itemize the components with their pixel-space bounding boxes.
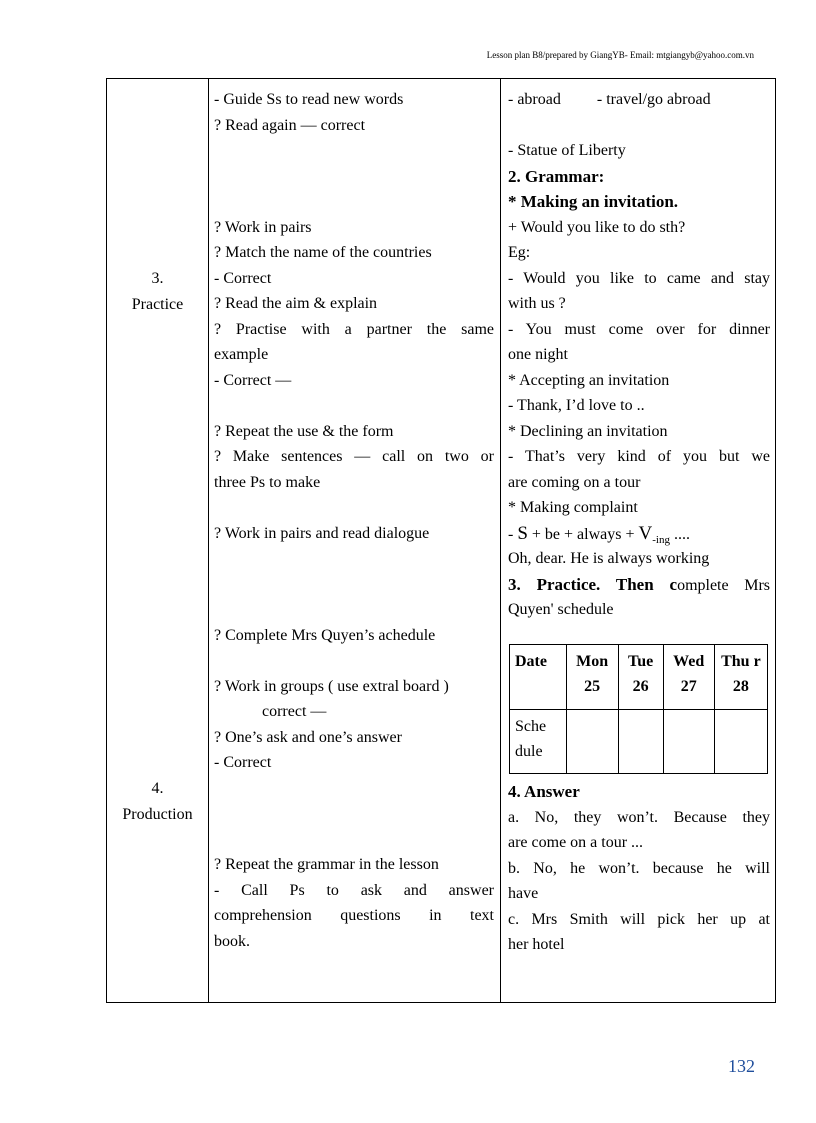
content-line: with us ? xyxy=(508,295,566,312)
activity-line: ? Read the aim & explain xyxy=(214,295,378,312)
schedule-header: Wed 27 xyxy=(663,645,714,710)
activity-line: ? Match the name of the countries xyxy=(214,244,432,261)
stage-label: Production xyxy=(122,805,193,823)
column-divider xyxy=(500,79,501,1002)
content-line: - That’s very kind of you but we xyxy=(508,448,770,465)
schedule-cell xyxy=(566,709,618,774)
answer-heading: 4. Answer xyxy=(508,782,580,801)
teacher-activities xyxy=(214,87,494,954)
stage-production xyxy=(107,776,208,827)
stage-label: Practice xyxy=(131,295,184,313)
activity-line: ? Work in groups ( use extral board ) xyxy=(214,677,449,695)
activity-line: ? Repeat the use & the form xyxy=(214,422,394,440)
activity-line: comprehension questions in text xyxy=(214,907,494,924)
vocab-line xyxy=(508,87,770,113)
activity-line: ? Work in pairs xyxy=(214,218,312,236)
activity-line: - Guide Ss to read new words xyxy=(214,91,404,108)
column-divider xyxy=(208,79,209,1002)
activity-line: ? One’s ask and one’s answer xyxy=(214,728,402,746)
content-line: * Accepting an invitation xyxy=(508,371,670,389)
answers xyxy=(508,779,770,958)
practice-bold: 3. Practice. Then c xyxy=(508,574,678,594)
content-line: - You must come over for dinner xyxy=(508,320,770,338)
content-line: Quyen' schedule xyxy=(508,601,614,618)
activity-line: ? Read again — correct xyxy=(214,116,366,134)
schedule-cell xyxy=(618,709,663,774)
content-line: - Thank, I’d love to .. xyxy=(508,397,645,414)
activity-line: - Correct xyxy=(214,269,272,287)
content-line: Oh, dear. He is always working xyxy=(508,550,710,567)
stage-practice xyxy=(107,266,208,317)
activity-line: - Correct — xyxy=(214,371,292,389)
page-number: 132 xyxy=(728,1056,755,1076)
schedule-header: Date xyxy=(510,645,567,710)
answer-line: her hotel xyxy=(508,936,565,953)
formula-middle: + be + always + xyxy=(527,525,639,543)
activity-line: - Call Ps to ask and answer xyxy=(214,881,494,899)
lesson-content xyxy=(508,87,770,623)
answer-line: b. No, he won’t. because he will xyxy=(508,859,770,877)
schedule-table xyxy=(509,644,768,774)
vocab-statue: - Statue of Liberty xyxy=(508,142,626,159)
invitation-heading: * Making an invitation. xyxy=(508,192,679,211)
content-line: are coming on a tour xyxy=(508,473,641,491)
content-line: - Would you like to came and stay xyxy=(508,269,770,287)
vocab-abroad: - abroad xyxy=(508,91,561,108)
answer-line: are come on a tour ... xyxy=(508,834,644,851)
content-line: * Declining an invitation xyxy=(508,422,668,440)
activity-line: book. xyxy=(214,932,250,950)
activity-line: ? Repeat the grammar in the lesson xyxy=(214,856,439,873)
schedule-header: Tue 26 xyxy=(618,645,663,710)
page-header: Lesson plan B8/prepared by GiangYB- Email: mtgiangyb@yahoo.com.vn xyxy=(486,50,754,60)
vocab-travel: - travel/go abroad xyxy=(596,91,711,108)
activity-line: three Ps to make xyxy=(214,473,321,491)
schedule-header: Mon 25 xyxy=(566,645,618,710)
schedule-cell xyxy=(714,709,767,774)
activity-line: correct — xyxy=(262,703,327,720)
schedule-header: Thu r 28 xyxy=(714,645,767,710)
activity-line: ? Practise with a partner the same xyxy=(214,320,494,338)
stage-number: 4. xyxy=(151,780,164,797)
practice-rest: omplete Mrs xyxy=(677,576,770,594)
activity-line: ? Make sentences — call on two or xyxy=(214,448,494,465)
activity-line: ? Complete Mrs Quyen’s achedule xyxy=(214,626,436,644)
formula-ing: -ing xyxy=(652,533,670,546)
answer-line: have xyxy=(508,885,539,902)
content-line: + Would you like to do sth? xyxy=(508,218,686,236)
activity-line: ? Work in pairs and read dialogue xyxy=(214,524,430,542)
lesson-table xyxy=(106,78,776,1003)
grammar-heading: 2. Grammar: xyxy=(508,166,605,186)
content-line: one night xyxy=(508,346,568,363)
schedule-row-label: Sche dule xyxy=(510,709,567,774)
practice-heading xyxy=(508,572,770,598)
formula-subject: S xyxy=(517,522,528,544)
formula-end: .... xyxy=(669,525,690,543)
activity-line: example xyxy=(214,346,269,363)
stage-number: 3. xyxy=(151,270,164,287)
answer-line: a. No, they won’t. Because they xyxy=(508,808,770,826)
formula-verb: V xyxy=(638,522,653,544)
content-line: * Making complaint xyxy=(508,499,638,516)
answer-line: c. Mrs Smith will pick her up at xyxy=(508,910,770,928)
complaint-formula: - S + be + always + $V_{-ing}$ .... xyxy=(508,522,690,546)
schedule-cell xyxy=(663,709,714,774)
activity-line: - Correct xyxy=(214,754,272,771)
content-line: Eg: xyxy=(508,244,531,261)
